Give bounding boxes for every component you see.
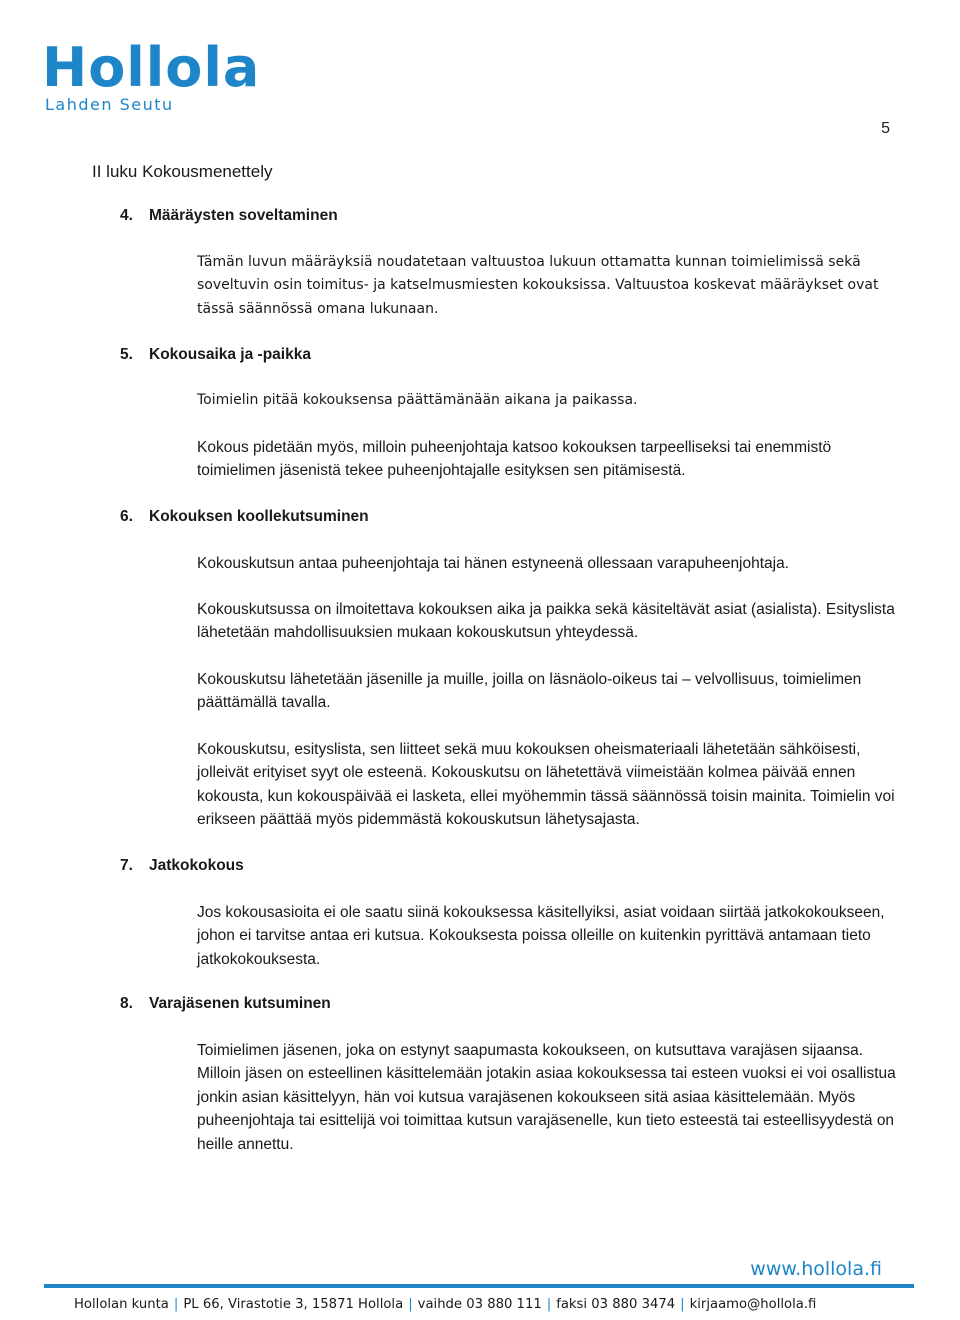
section-title: Kokouksen koollekutsuminen: [149, 508, 369, 525]
section-heading-4: [120, 207, 338, 225]
section-heading-8: [120, 995, 331, 1013]
footer-separator: |: [680, 1297, 685, 1312]
footer-fax: faksi 03 880 3474: [556, 1297, 676, 1312]
section-title: Määräysten soveltaminen: [149, 207, 338, 224]
footer-separator: |: [546, 1297, 552, 1312]
paragraph: Kokous pidetään myös, milloin puheenjohtaja katsoo kokouksen tarpeelliseksi tai enemmistö toimielimen jäsenistä tekee puheenjohtajalle esityksen sen pitämisestä.: [197, 439, 832, 480]
chapter-title: II luku Kokousmenettely: [92, 162, 273, 181]
hollola-logo: [42, 36, 261, 114]
section-number: 4.: [120, 207, 133, 224]
paragraph: Kokouskutsu lähetetään jäsenille ja muille, joilla on läsnäolo-oikeus tai – velvollisuus, toimielimen päättämällä tavalla.: [197, 671, 862, 712]
section-heading-6: [120, 508, 369, 526]
footer-contact-info: [74, 1297, 894, 1312]
paragraph: Jos kokousasioita ei ole saatu siinä kokouksessa käsitellyiksi, asiat voidaan siirtää jatkokokoukseen, johon ei tarvitse antaa eri kutsua. Kokouksesta poissa olleille on kuitenkin pyrittävä antamaan tieto jatkokokouksesta.: [197, 904, 885, 968]
paragraph: Toimielin pitää kokouksensa päättämänään aikana ja paikassa.: [197, 392, 638, 408]
section-heading-7: [120, 857, 244, 875]
footer-email[interactable]: kirjaamo@hollola.fi: [689, 1297, 817, 1312]
footer-divider: [44, 1284, 914, 1288]
section-number: 5.: [120, 346, 133, 363]
footer-org: Hollolan kunta: [74, 1297, 169, 1312]
paragraph: Kokouskutsun antaa puheenjohtaja tai hänen estyneenä ollessaan varapuheenjohtaja.: [197, 555, 790, 572]
page-number: 5: [881, 120, 890, 137]
logo-tagline: Lahden Seutu: [45, 95, 174, 114]
section-title: Jatkokokous: [149, 857, 244, 874]
website-link[interactable]: www.hollola.fi: [750, 1258, 882, 1280]
section-number: 8.: [120, 995, 133, 1012]
paragraph: Kokouskutsu, esityslista, sen liitteet sekä muu kokouksen oheismateriaali lähetetään sähköisesti, jolleivät erityiset syyt ole esteenä. Kokouskutsu on lähetettävä viimeistään kolmea päivää ennen kokousta, kun kokouspäivää ei lasketa, ellei myöhemmin tässä säännössä toisin mainita. Toimielin voi erikseen päättää myös pidemmästä kokouskutsun lähetysajasta.: [197, 741, 895, 829]
section-title: Kokousaika ja -paikka: [149, 346, 311, 363]
footer-separator: |: [408, 1297, 413, 1312]
section-number: 7.: [120, 857, 133, 874]
footer-address: PL 66, Virastotie 3, 15871 Hollola: [183, 1297, 404, 1312]
paragraph: Tämän luvun määräyksiä noudatetaan valtuustoa lukuun ottamatta kunnan toimielimissä sekä soveltuvin osin toimitus- ja katselmusmiesten kokouksissa. Valtuustoa koskevat määräykset ovat tässä säännössä omana lukunaan.: [197, 254, 879, 317]
footer-phone: vaihde 03 880 111: [417, 1297, 542, 1312]
section-heading-5: [120, 346, 311, 364]
paragraph: Kokouskutsussa on ilmoitettava kokouksen aika ja paikka sekä käsiteltävät asiat (asialista). Esityslista lähetetään mahdollisuuksien mukaan kokouskutsun yhteydessä.: [197, 601, 895, 642]
footer-separator: |: [173, 1297, 179, 1312]
section-number: 6.: [120, 508, 133, 525]
section-title: Varajäsenen kutsuminen: [149, 995, 331, 1012]
logo-wordmark: Hollola: [42, 36, 261, 99]
paragraph: Toimielimen jäsenen, joka on estynyt saapumasta kokoukseen, on kutsuttava varajäsen sijaansa. Milloin jäsen on esteellinen käsittelemään jotakin asiaa kokouksessa tai esteen vuoksi ei voi osallistua jonkin asian käsittelyyn, hän voi kutsua varajäsenen kokoukseen sitä asiaa käsittelemään. Myös puheenjohtaja tai esittelijä voi toimittaa kutsun varajäsenelle, kun tieto esteestä tai esteellisyydestä on heille annettu.: [197, 1042, 896, 1153]
